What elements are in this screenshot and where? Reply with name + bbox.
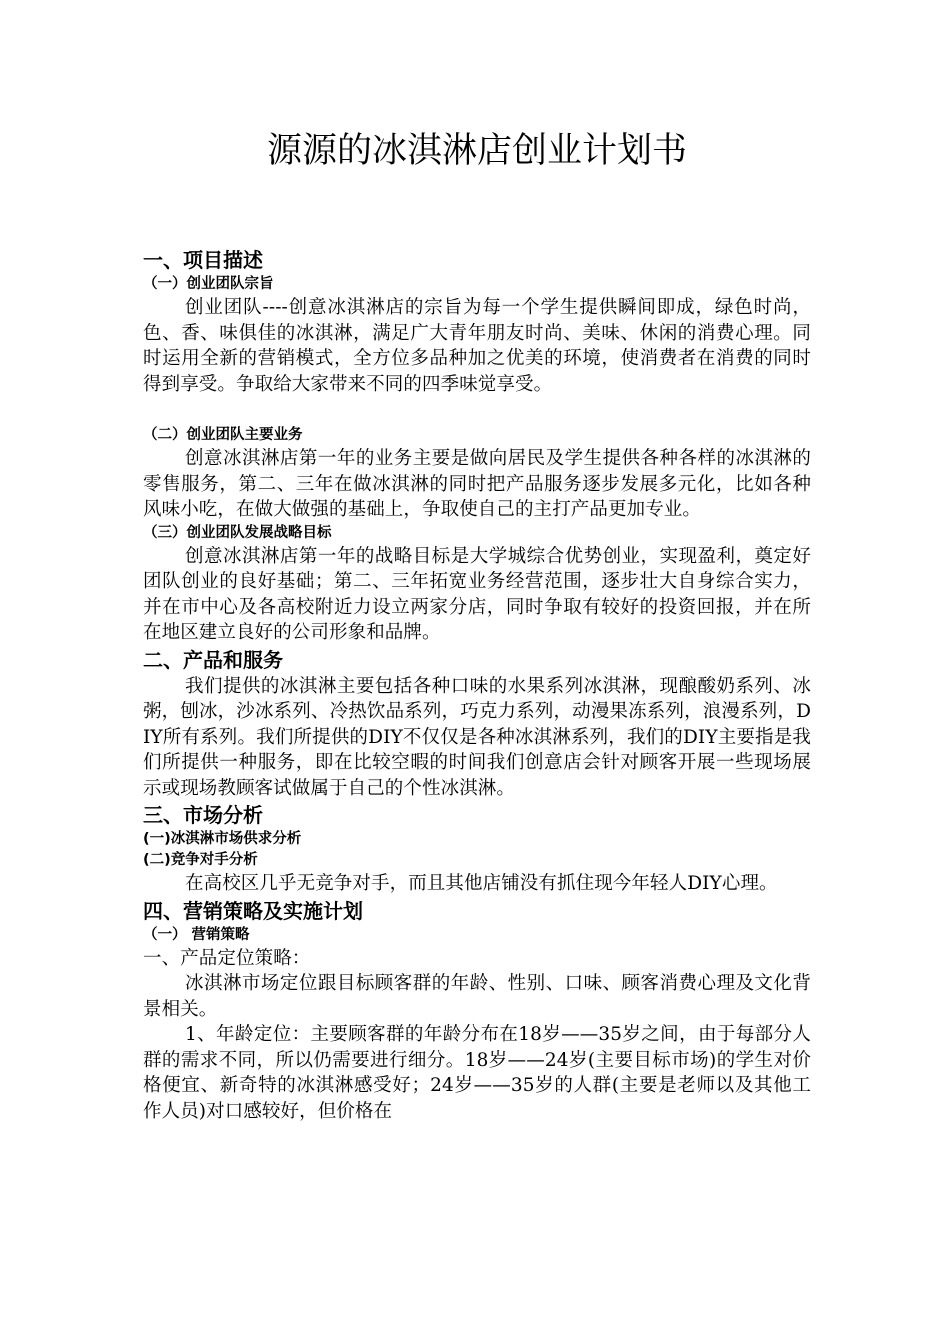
paragraph-products-services: 我们提供的冰淇淋主要包括各种口味的水果系列冰淇淋，现酿酸奶系列、冰粥，刨冰，沙冰系列、冷热饮品系列，巧克力系列，动漫果冻系列，浪漫系列，DIY所有系列。我们所提供的DIY不仅仅是各种冰淇淋系列，我们的DIY主要指是我们所提供一种服务，即在比较空暇的时间我们创意店会针对顾客开展一些现场展示或现场教顾客试做属于自己的个性冰淇淋。	[143, 675, 811, 799]
section-heading-products-services: 二、产品和服务	[143, 647, 283, 672]
subheading-team-purpose: （一）创业团队宗旨	[143, 276, 274, 292]
subheading-supply-demand: (一)冰淇淋市场供求分析	[143, 831, 302, 847]
subheading-strategy-goals: （三）创业团队发展战略目标	[143, 524, 332, 541]
subheading-marketing-strategy: （一） 营销策略	[143, 926, 250, 943]
section-heading-marketing-strategy: 四、营销策略及实施计划	[143, 898, 363, 923]
document-page	[143, 0, 811, 1344]
paragraph-market-positioning: 冰淇淋市场定位跟目标顾客群的年龄、性别、口味、顾客消费心理及文化背景相关。	[143, 973, 811, 1020]
paragraph-competitor-analysis: 在高校区几乎无竞争对手，而且其他店铺没有抓住现今年轻人DIY心理。	[185, 873, 778, 894]
subheading-main-business: （二）创业团队主要业务	[143, 427, 303, 443]
document-body	[143, 246, 811, 1124]
paragraph-strategy-goals: 创意冰淇淋店第一年的战略目标是大学城综合优势创业，实现盈利，奠定好团队创业的良好基础；第二、三年拓宽业务经营范围，逐步壮大自身综合实力，并在市中心及各高校附近力设立两家分店，同时争取有较好的投资回报，并在所在地区建立良好的公司形象和品牌。	[143, 545, 811, 643]
subheading-competitor-analysis: (二)竞争对手分析	[143, 852, 258, 868]
line-product-positioning: 一、产品定位策略：	[143, 947, 311, 969]
section-heading-project-description: 一、项目描述	[143, 248, 263, 272]
document-title: 源源的冰淇淋店创业计划书	[266, 131, 687, 171]
paragraph-team-purpose: 创业团队----创意冰淇淋店的宗旨为每一个学生提供瞬间即成，绿色时尚，色、香、味俱佳的冰淇淋，满足广大青年朋友时尚、美味、休闲的消费心理。同时运用全新的营销模式，全方位多品种加之优美的环境，使消费者在消费的同时得到享受。争取给大家带来不同的四季味觉享受。	[143, 297, 811, 395]
paragraph-age-positioning: 1、年龄定位：主要顾客群的年龄分布在18岁——35岁之间，由于每部分人群的需求不同，所以仍需要进行细分。18岁——24岁(主要目标市场)的学生对价格便宜、新奇特的冰淇淋感受好；24岁——35岁的人群(主要是老师以及其他工作人员)对口感较好，但价格在	[143, 1024, 811, 1122]
section-heading-market-analysis: 三、市场分析	[143, 803, 263, 827]
paragraph-main-business: 创意冰淇淋店第一年的业务主要是做向居民及学生提供各种各样的冰淇淋的零售服务，第二、三年在做冰淇淋的同时把产品服务逐步发展多元化，比如各种风味小吃，在做大做强的基础上，争取使自己的主打产品更加专业。	[143, 448, 811, 520]
